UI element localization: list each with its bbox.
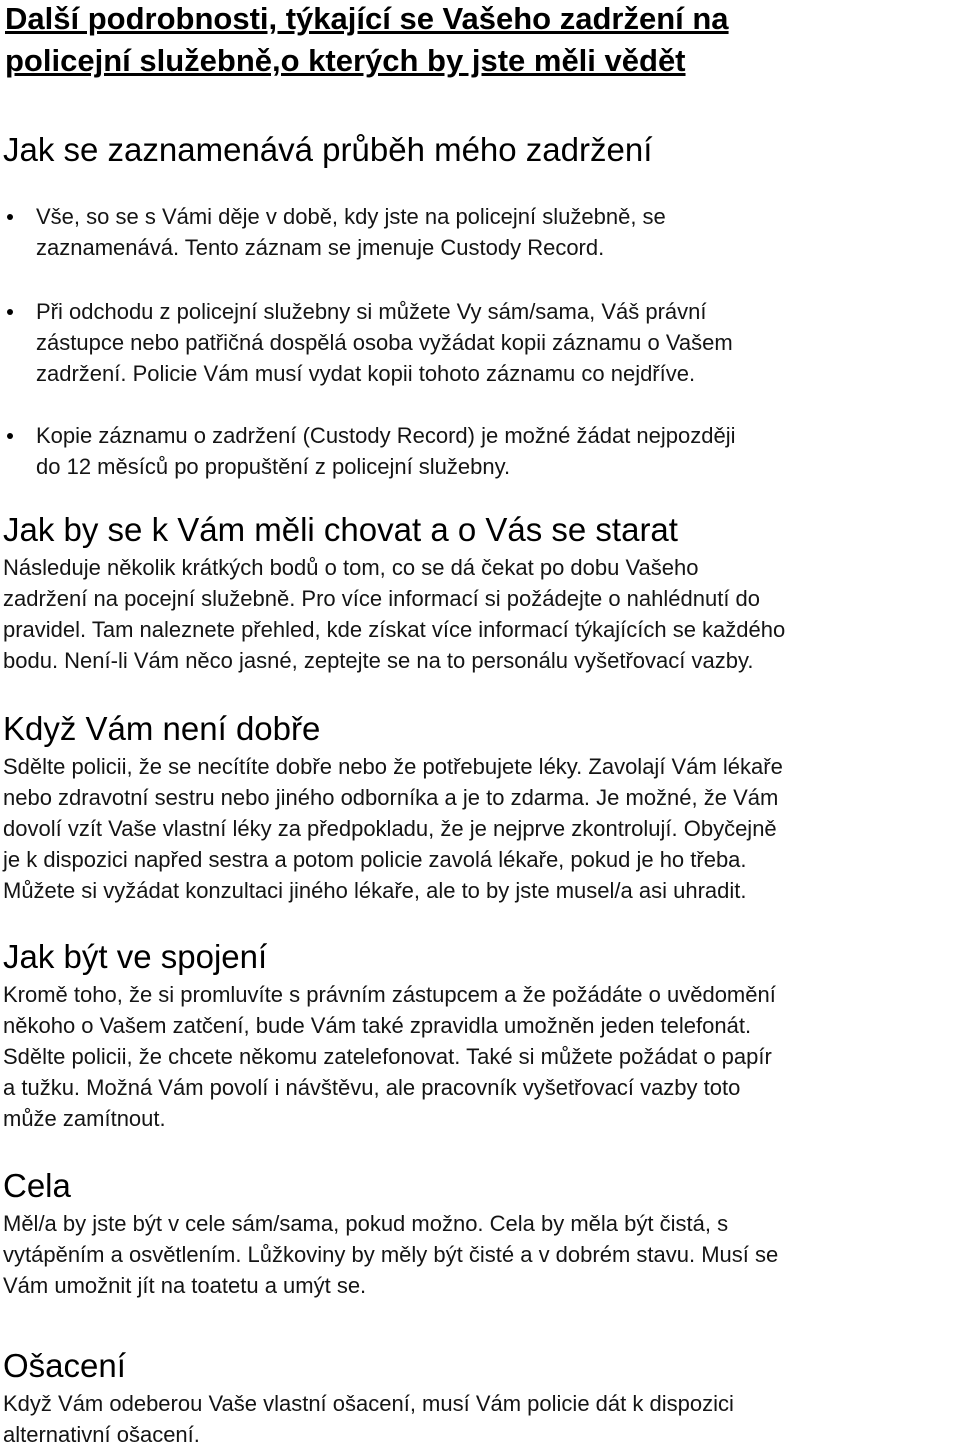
paragraph-line: Měl/a by jste být v cele sám/sama, pokud možno. Cela by měla být čistá, s [3,1211,729,1236]
bullet-line: zadržení. Policie Vám musí vydat kopii tohoto záznamu co nejdříve. [36,361,696,386]
paragraph-line: pravidel. Tam naleznete přehled, kde získat více informací týkajících se každého [3,617,786,642]
bullet-line: Při odchodu z policejní služebny si můžete Vy sám/sama, Váš právní [36,299,707,324]
paragraph-line: a tužku. Možná Vám povolí i návštěvu, ale pracovník vyšetřovací vazby toto [3,1075,741,1100]
title-line: policejní služebně,o kterých by jste měli vědět [5,43,686,78]
list-item [0,201,916,263]
bullet-line: Kopie záznamu o zadržení (Custody Record) je možné žádat nejpozději [36,423,736,448]
paragraph-line: vytápěním a osvětlením. Lůžkoviny by měly být čisté a v dobrém stavu. Musí se [3,1242,779,1267]
paragraph-line: může zamítnout. [3,1106,166,1131]
bullet-icon [7,309,13,315]
contact-paragraph [3,979,960,1134]
unwell-paragraph [3,751,960,906]
bullet-line: zaznamenává. Tento záznam se jmenuje Custody Record. [36,235,605,260]
bullet-line: Vše, so se s Vámi děje v době, kdy jste na policejní služebně, se [36,204,666,229]
paragraph-line: Vám umožnit jít na toatetu a umýt se. [3,1273,367,1298]
heading-record: Jak se zaznamenává průběh mého zadržení [3,131,653,168]
paragraph-line: bodu. Není-li Vám něco jasné, zeptejte se na to personálu vyšetřovací vazby. [3,648,754,673]
document-title [0,0,945,82]
paragraph-line: zadržení na pocejní služebně. Pro více informací si požádejte o nahlédnutí do [3,586,761,611]
cell-paragraph [3,1208,960,1301]
paragraph-line: Sdělte policii, že se necítíte dobře nebo že potřebujete léky. Zavolají Vám lékaře [3,754,783,779]
paragraph-line: je k dispozici napřed sestra a potom policie zavolá lékaře, pokud je ho třeba. [3,847,747,872]
paragraph-line: Následuje několik krátkých bodů o tom, co se dá čekat po dobu Vašeho [3,555,699,580]
paragraph-line: alternativní ošacení. [3,1422,200,1447]
paragraph-line: někoho o Vašem zatčení, bude Vám také zpravidla umožněn jeden telefonát. [3,1013,752,1038]
paragraph-line: Když Vám odeberou Vaše vlastní ošacení, musí Vám policie dát k dispozici [3,1391,734,1416]
record-bullet-list [0,201,960,482]
care-paragraph [3,552,960,676]
paragraph-line: nebo zdravotní sestru nebo jiného odborníka a je to zdarma. Je možné, že Vám [3,785,779,810]
heading-contact: Jak být ve spojení [3,938,268,975]
bullet-line: do 12 měsíců po propuštění z policejní služebny. [36,454,511,479]
paragraph-line: Můžete si vyžádat konzultaci jiného lékaře, ale to by jste musel/a asi uhradit. [3,878,747,903]
clothing-paragraph [3,1388,960,1450]
heading-clothing: Ošacení [3,1347,126,1384]
paragraph-line: Sdělte policii, že chcete někomu zatelefonovat. Také si můžete požádat o papír [3,1044,772,1069]
bullet-icon [7,433,13,439]
heading-unwell: Když Vám není dobře [3,710,321,747]
heading-cell: Cela [3,1167,71,1204]
bullet-line: zástupce nebo patřičná dospělá osoba vyžádat kopii záznamu o Vašem [36,330,733,355]
paragraph-line: dovolí vzít Vaše vlastní léky za předpokladu, že je nejprve zkontrolují. Obyčejně [3,816,777,841]
heading-care: Jak by se k Vám měli chovat a o Vás se starat [3,511,678,548]
title-line: Další podrobnosti, týkající se Vašeho zadržení na [5,1,729,36]
bullet-icon [7,214,13,220]
paragraph-line: Kromě toho, že si promluvíte s právním zástupcem a že požádáte o uvědomění [3,982,776,1007]
list-item [0,296,916,389]
list-item [0,420,916,482]
